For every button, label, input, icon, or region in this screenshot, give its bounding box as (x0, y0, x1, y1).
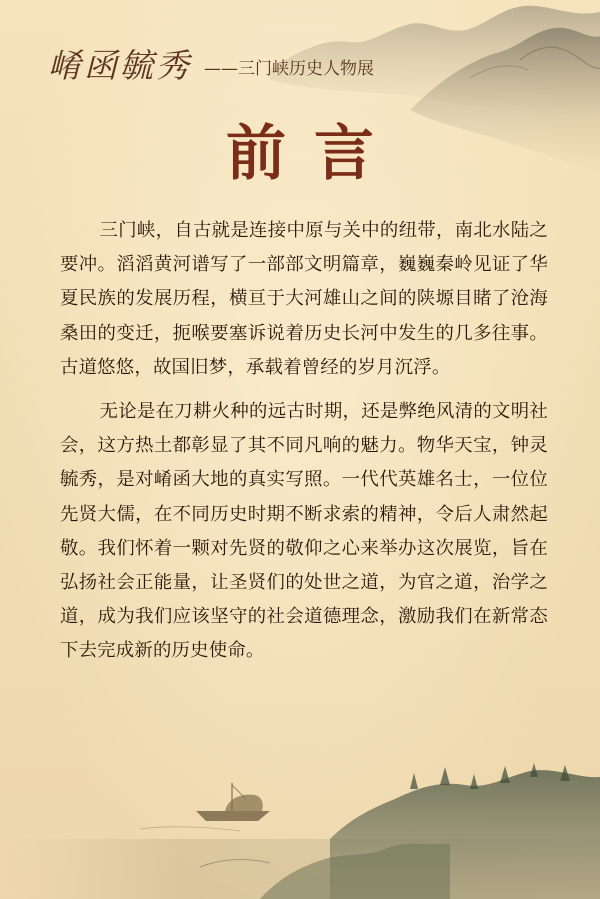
preface-paragraph-1: 三门峡，自古就是连接中原与关中的纽带，南北水陆之要冲。滔滔黄河谱写了一部部文明篇章，巍巍秦岭见证了华夏民族的发展历程，横亘于大河雄山之间的陕塬目睹了沧海桑田的变迁，扼喉要塞诉说着历史长河中发生的几多往事。古道悠悠，故国旧梦，承载着曾经的岁月沉浮。 (60, 220, 548, 378)
preface-paragraph-2: 无论是在刀耕火种的远古时期，还是弊绝风清的文明社会，这方热土都彰显了其不同凡响的魅力。物华天宝，钟灵毓秀，是对崤函大地的真实写照。一代代英雄名士，一位位先贤大儒，在不同历史时期不断求索的精神，令后人肃然起敬。我们怀着一颗对先贤的敬仰之心来举办这次展览，旨在弘扬社会正能量，让圣贤们的处世之道，为官之道，治学之道，成为我们应该坚守的社会道德理念，激励我们在新常态下去完成新的历史使命。 (60, 401, 548, 662)
exhibition-calligraphy-title: 崤函毓秀 (48, 46, 192, 85)
preface-body (60, 214, 548, 679)
ink-landscape-painting-bottom (0, 759, 600, 899)
exhibition-subtitle: ——三门峡历史人物展 (204, 59, 374, 79)
exhibition-header (48, 44, 488, 92)
preface-heading: 前言 (226, 119, 402, 189)
